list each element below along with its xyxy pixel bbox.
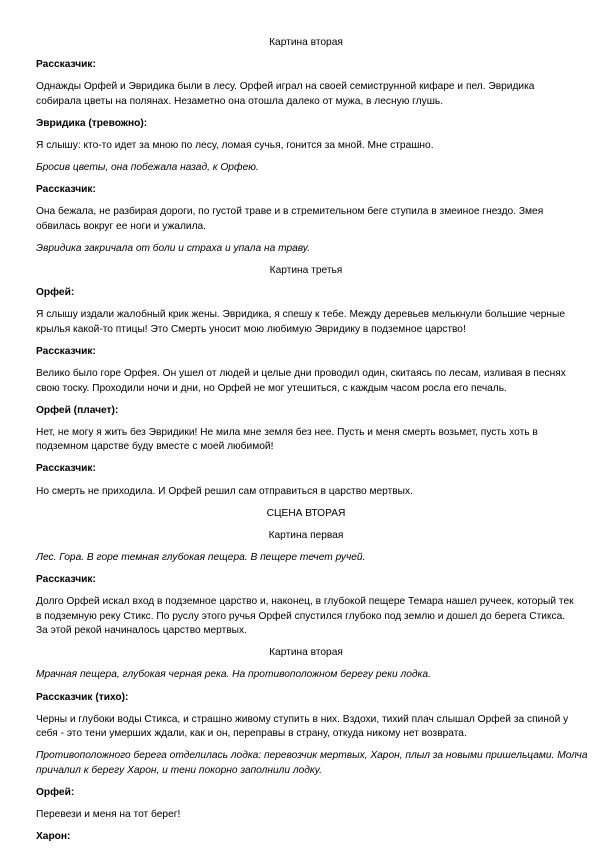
- dialogue-paragraph: [36, 485, 576, 500]
- text-line: Велико было горе Орфея. Он ушел от людей и целые дни проводил один, скитаясь по лесам, изливая в песнях: [36, 368, 566, 379]
- scene-heading: Картина вторая: [269, 37, 343, 48]
- stage-direction: [36, 749, 588, 778]
- text-line: Я слышу: кто-то идет за мною по лесу, ломая сучья, гонится за мной. Мне страшно.: [36, 139, 434, 151]
- dialogue-paragraph: [36, 367, 576, 396]
- text-line: себя - это тени умерших ждали, как и он, переправы в страну, откуда никому нет возврата.: [36, 728, 467, 740]
- text-line: свою тоску. Проходили ночи и дни, но Орфей не мог утешиться, с каждым часом росла его печаль.: [36, 382, 507, 394]
- text-line: обвилась вокруг ее ноги и ужалила.: [36, 220, 207, 232]
- stage-direction: [36, 161, 576, 176]
- script-text: [36, 36, 588, 852]
- text-line: Мрачная пещера, глубокая черная река. На противоположном берегу реки лодка.: [36, 669, 431, 681]
- text-line: Перевези и меня на тот берег!: [36, 809, 181, 821]
- scene-heading: Картина вторая: [269, 647, 343, 659]
- text-line: Но смерть не приходила. И Орфей решил сам отправиться в царство мертвых.: [36, 485, 413, 497]
- dialogue-paragraph: [36, 713, 576, 742]
- speaker-label: Орфей:: [36, 287, 75, 299]
- dialogue-paragraph: [36, 595, 576, 639]
- speaker-label: Эвридика (тревожно):: [36, 117, 148, 129]
- scene-heading: СЦЕНА ВТОРАЯ: [266, 507, 346, 519]
- speaker-label: Рассказчик (тихо):: [36, 691, 129, 703]
- text-line: Эвридика закричала от боли и страха и упала на траву.: [36, 242, 310, 254]
- speaker-label: Орфей (плачет):: [36, 404, 119, 416]
- dialogue-paragraph: [36, 426, 576, 455]
- text-line: Нет, не могу я жить без Эвридики! Не мила мне земля без нее. Пусть и меня смерть возьмет, пусть хоть в: [36, 426, 538, 438]
- text-line: За этой рекой начиналось царство мертвых.: [36, 625, 247, 637]
- text-line: Черны и глубоки воды Стикса, и страшно живому ступить в них. Вздохи, тихий плач слышал Орфей за спиной у: [36, 713, 569, 725]
- text-line: Однажды Орфей и Эвридика были в лесу. Орфей играл на своей семиструнной кифаре и пел. Эвридика: [36, 81, 535, 93]
- stage-direction: [36, 242, 576, 257]
- text-line: крылья какой-то птицы! Это Смерть уносит мою любимую Эвридику в подземное царство!: [36, 323, 466, 335]
- text-line: Противоположного берега отделилась лодка: перевозчик мертвых, Харон, плыл за новыми пришельцами. Молча: [36, 750, 588, 762]
- text-line: в подземную реку Стикс. По руслу этого ручья Орфей спустился глубоко под землю и дошел до берега Стикса.: [36, 610, 566, 622]
- speaker-label: Рассказчик:: [36, 573, 96, 585]
- scene-heading: Картина третья: [269, 265, 343, 277]
- stage-direction: [36, 668, 576, 683]
- text-line: Долго Орфей искал вход в подземное царство и, наконец, в глубокой пещере Темара нашел ручеек, который тек: [36, 596, 574, 608]
- text-line: Она бежала, не разбирая дороги, по густой траве и в стремительном беге ступила в змеиное гнездо. Змея: [36, 206, 544, 218]
- text-line: Я слышу издали жалобный крик жены. Эвридика, я спешу к тебе. Между деревьев мелькнули большие черные: [36, 309, 565, 321]
- scene-heading: Картина первая: [268, 529, 344, 541]
- stage-direction: [36, 551, 576, 566]
- text-line: собирала цветы на полянах. Незаметно она отошла далеко от мужа, в лесную глушь.: [36, 95, 444, 107]
- dialogue-paragraph: [36, 139, 576, 154]
- text-line: Бросив цветы, она побежала назад, к Орфею.: [36, 162, 259, 174]
- speaker-label: Рассказчик:: [36, 345, 96, 357]
- dialogue-paragraph: [36, 205, 576, 234]
- speaker-label: Орфей:: [36, 786, 75, 798]
- dialogue-paragraph: [36, 308, 576, 337]
- text-line: причалил к берегу Харон, и тени покорно заполнили лодку.: [36, 764, 322, 776]
- text-line: подземном царстве буду вместе с моей любимой!: [36, 441, 274, 453]
- speaker-label: Рассказчик:: [36, 59, 96, 71]
- speaker-label: Рассказчик:: [36, 463, 96, 475]
- speaker-label: Харон:: [36, 831, 71, 843]
- text-line: Лес. Гора. В горе темная глубокая пещера. В пещере течет ручей.: [36, 551, 366, 563]
- dialogue-paragraph: [36, 80, 576, 109]
- speaker-label: Рассказчик:: [36, 184, 96, 196]
- dialogue-paragraph: [36, 808, 576, 823]
